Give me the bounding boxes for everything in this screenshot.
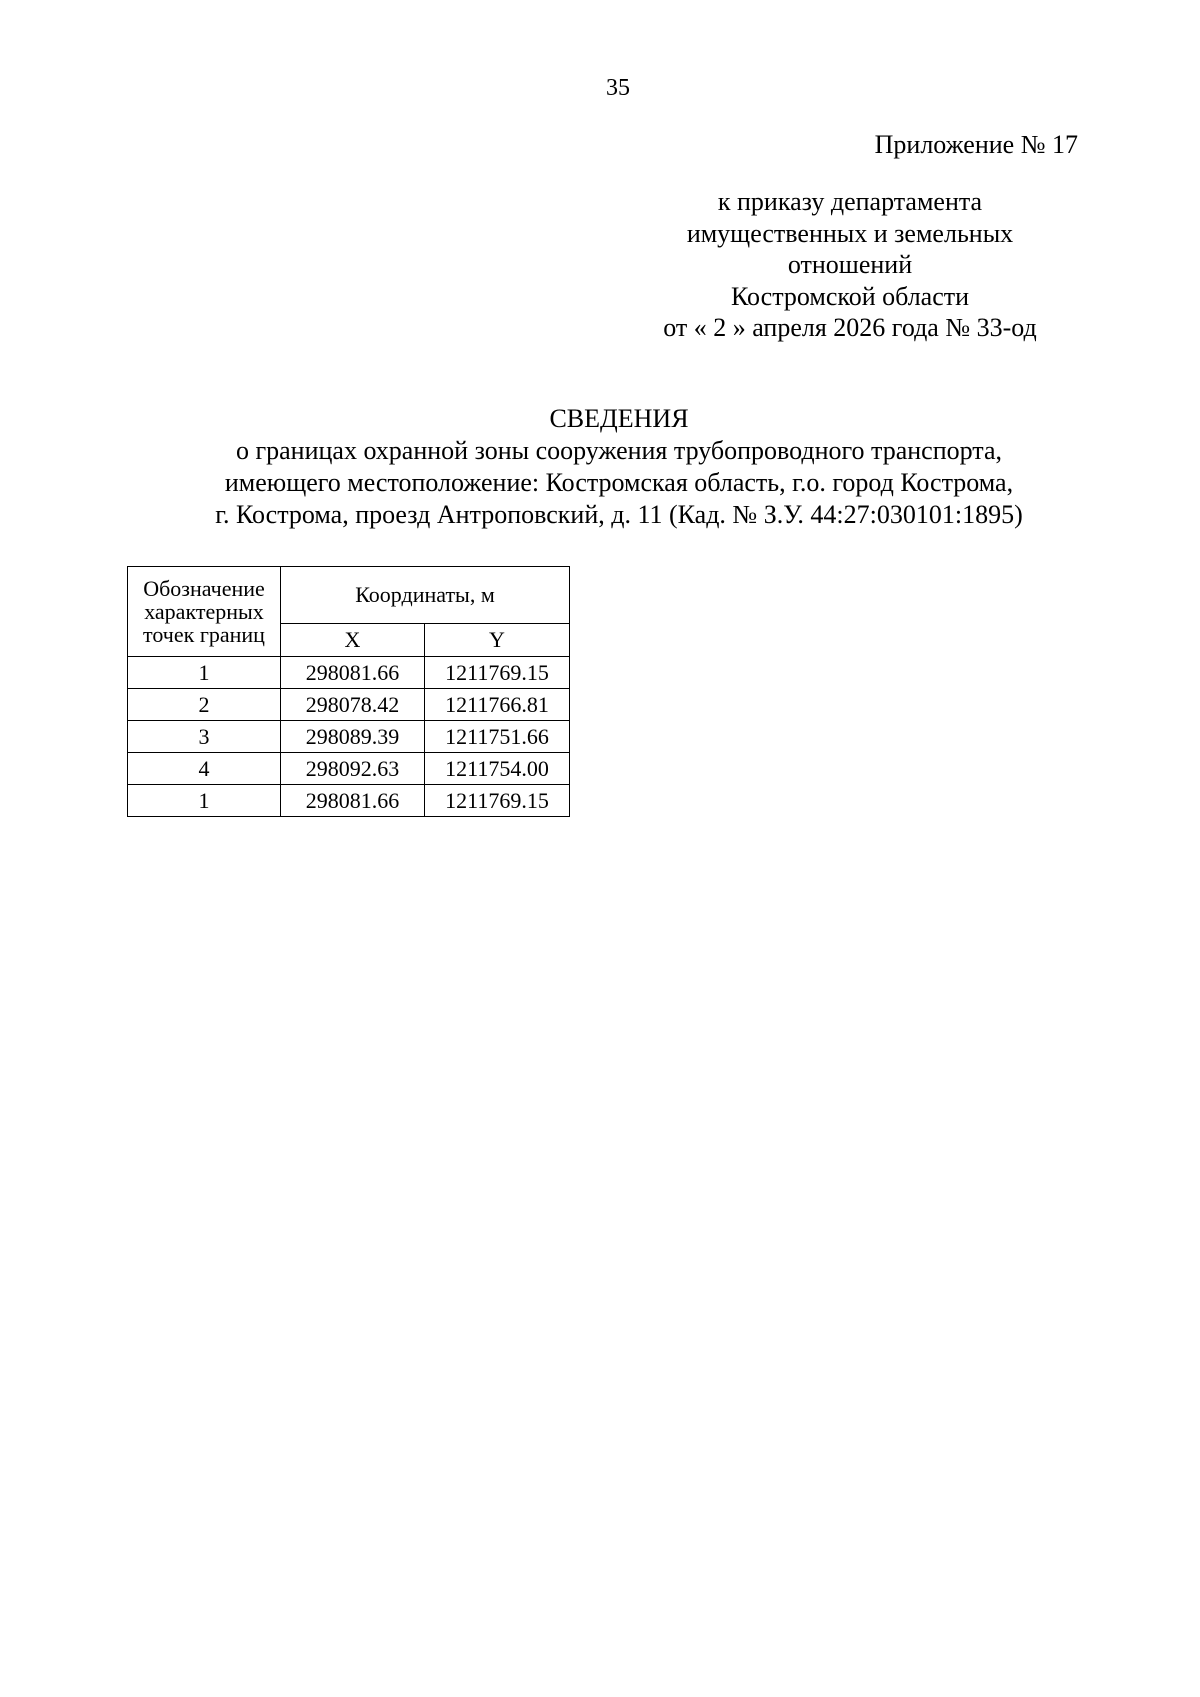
order-line: отношений bbox=[787, 250, 913, 279]
cell-point: 3 bbox=[128, 721, 281, 753]
header-point-label bbox=[128, 567, 281, 657]
order-line: от « 2 » апреля 2026 года № 33-од bbox=[663, 313, 1037, 342]
cell-y: 1211766.81 bbox=[425, 689, 570, 721]
cell-x: 298081.66 bbox=[281, 785, 425, 817]
table-row bbox=[128, 753, 570, 785]
cell-point: 2 bbox=[128, 689, 281, 721]
cell-x: 298078.42 bbox=[281, 689, 425, 721]
cell-y: 1211754.00 bbox=[425, 753, 570, 785]
table-row bbox=[128, 689, 570, 721]
header-coordinates: Координаты, м bbox=[281, 567, 570, 624]
table-row bbox=[128, 657, 570, 689]
table-row bbox=[128, 785, 570, 817]
page-number: 35 bbox=[606, 75, 630, 101]
cell-y: 1211769.15 bbox=[425, 657, 570, 689]
coordinates-table bbox=[127, 566, 570, 817]
header-label-line: точек границ bbox=[143, 622, 265, 647]
appendix-title: Приложение № 17 bbox=[874, 130, 1078, 159]
order-line: имущественных и земельных bbox=[686, 218, 1014, 248]
cell-x: 298092.63 bbox=[281, 753, 425, 785]
cell-point: 1 bbox=[128, 657, 281, 689]
table-header-row bbox=[128, 567, 570, 624]
heading-line: г. Кострома, проезд Антроповский, д. 11 (Кад. № З.У. 44:27:030101:1895) bbox=[215, 500, 1023, 529]
cell-x: 298089.39 bbox=[281, 721, 425, 753]
header-label-line: Обозначение bbox=[143, 576, 265, 601]
table-row bbox=[128, 721, 570, 753]
cell-y: 1211751.66 bbox=[425, 721, 570, 753]
header-x: X bbox=[281, 623, 425, 656]
order-line: к приказу департамента bbox=[717, 187, 983, 216]
cell-y: 1211769.15 bbox=[425, 785, 570, 817]
cell-point: 4 bbox=[128, 753, 281, 785]
heading-line: имеющего местоположение: Костромская область, г.о. город Кострома, bbox=[224, 468, 1014, 497]
header-label-line: характерных bbox=[144, 599, 264, 624]
document-heading bbox=[0, 403, 1200, 531]
cell-point: 1 bbox=[128, 785, 281, 817]
heading-title: СВЕДЕНИЯ bbox=[549, 404, 689, 433]
header-y: Y bbox=[425, 623, 570, 656]
order-line: Костромской области bbox=[730, 281, 970, 311]
order-reference bbox=[620, 186, 1080, 344]
heading-line: о границах охранной зоны сооружения трубопроводного транспорта, bbox=[235, 436, 1003, 465]
cell-x: 298081.66 bbox=[281, 657, 425, 689]
